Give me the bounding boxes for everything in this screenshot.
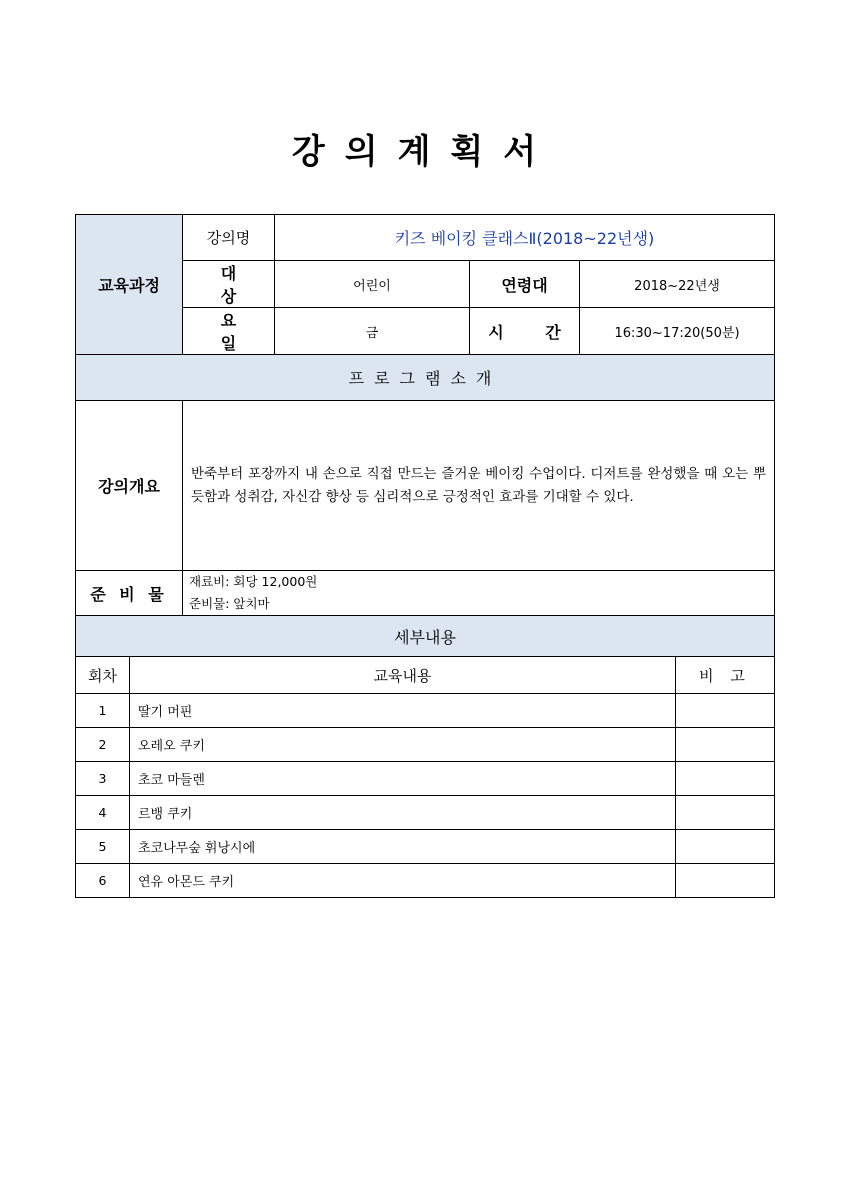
session-number: 1 bbox=[76, 694, 130, 728]
session-content: 오레오 쿠키 bbox=[130, 728, 676, 762]
table-row bbox=[76, 728, 775, 762]
col-session-header: 회차 bbox=[76, 657, 130, 694]
time-value: 16:30~17:20(50분) bbox=[580, 308, 775, 355]
table-row bbox=[76, 796, 775, 830]
session-number: 2 bbox=[76, 728, 130, 762]
target-value: 어린이 bbox=[275, 261, 470, 308]
session-number: 6 bbox=[76, 864, 130, 898]
day-value: 금 bbox=[275, 308, 470, 355]
overview-label: 강의개요 bbox=[76, 401, 183, 571]
session-note bbox=[676, 864, 775, 898]
session-content: 르뱅 쿠키 bbox=[130, 796, 676, 830]
session-note bbox=[676, 796, 775, 830]
session-table bbox=[75, 656, 775, 898]
age-label: 연령대 bbox=[470, 261, 580, 308]
overview-text: 반죽부터 포장까지 내 손으로 직접 만드는 즐거운 베이킹 수업이다. 디저트를 완성했을 때 오는 뿌듯함과 성취감, 자신감 향상 등 심리적으로 긍정적인 효과를 기대할 수 있다. bbox=[183, 401, 775, 571]
session-number: 3 bbox=[76, 762, 130, 796]
prep-cost: 재료비: 회당 12,000원 bbox=[189, 574, 318, 589]
prep-text bbox=[183, 571, 775, 616]
day-label: 요 일 bbox=[183, 308, 275, 355]
details-header: 세부내용 bbox=[76, 616, 775, 657]
session-number: 4 bbox=[76, 796, 130, 830]
course-name-value: 키즈 베이킹 클래스Ⅱ(2018~22년생) bbox=[275, 215, 775, 261]
table-row bbox=[76, 762, 775, 796]
course-info-table bbox=[75, 214, 775, 657]
col-content-header: 교육내용 bbox=[130, 657, 676, 694]
session-content: 초코나무숲 휘낭시에 bbox=[130, 830, 676, 864]
course-section-label: 교육과정 bbox=[76, 215, 183, 355]
session-number: 5 bbox=[76, 830, 130, 864]
session-note bbox=[676, 694, 775, 728]
col-note-header: 비 고 bbox=[676, 657, 775, 694]
session-note bbox=[676, 762, 775, 796]
table-row bbox=[76, 830, 775, 864]
program-header: 프로그램소개 bbox=[76, 355, 775, 401]
session-content: 초코 마들렌 bbox=[130, 762, 676, 796]
prep-label: 준 비 물 bbox=[76, 571, 183, 616]
time-label: 시 간 bbox=[470, 308, 580, 355]
page-title: 강의계획서 bbox=[291, 132, 557, 172]
session-note bbox=[676, 728, 775, 762]
age-value: 2018~22년생 bbox=[580, 261, 775, 308]
table-row bbox=[76, 864, 775, 898]
prep-items: 준비물: 앞치마 bbox=[189, 596, 270, 611]
course-name-label: 강의명 bbox=[183, 215, 275, 261]
session-note bbox=[676, 830, 775, 864]
target-label: 대 상 bbox=[183, 261, 275, 308]
session-content: 연유 아몬드 쿠키 bbox=[130, 864, 676, 898]
table-row bbox=[76, 694, 775, 728]
session-content: 딸기 머핀 bbox=[130, 694, 676, 728]
